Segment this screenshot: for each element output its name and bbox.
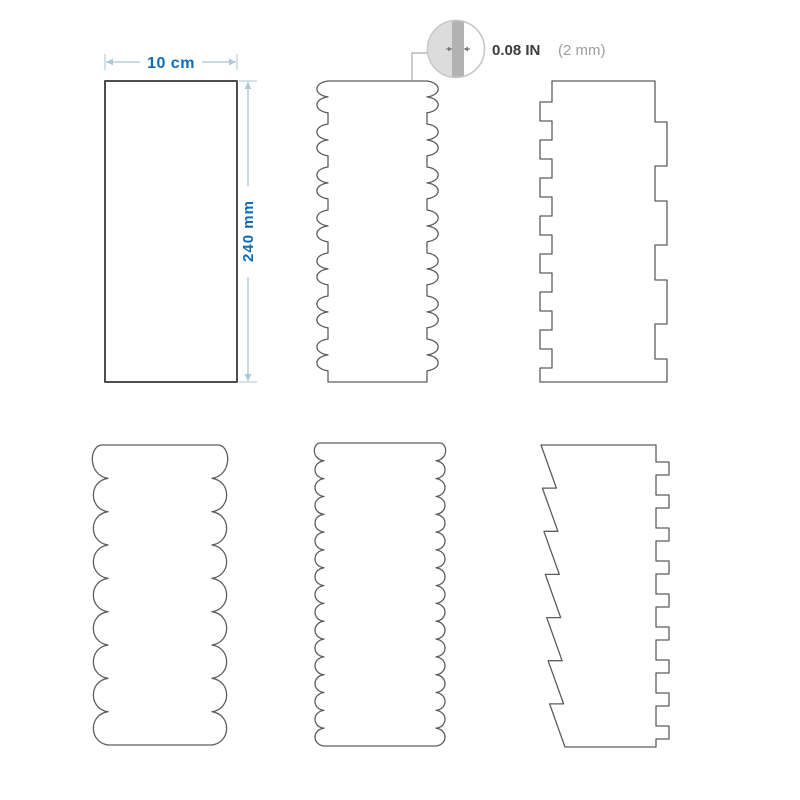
width-dimension: [105, 54, 237, 72]
height-dim-arrow-bottom: [245, 374, 252, 381]
callout-leader-line: [412, 53, 428, 80]
height-dim-label: 240 mm: [240, 200, 257, 262]
width-dim-arrow-right: [229, 59, 236, 66]
height-dim-arrow-top: [245, 82, 252, 89]
small-scallop-comb: [314, 443, 445, 746]
square-tooth-comb: [540, 81, 667, 382]
blank-scraper: [105, 81, 237, 382]
scraper-combs-layer: [92, 81, 669, 747]
large-scallop-comb: [92, 445, 227, 745]
thickness-callout: [412, 20, 606, 80]
thickness-label-secondary: (2 mm): [558, 42, 606, 59]
height-dimension: [239, 81, 257, 382]
thickness-label-primary: 0.08 IN: [492, 42, 541, 59]
sawtooth-comb: [541, 445, 669, 747]
width-dim-arrow-left: [106, 59, 113, 66]
width-dim-label: 10 cm: [147, 55, 195, 72]
wave-comb: [317, 81, 438, 382]
callout-thickness-stripe: [452, 20, 464, 78]
